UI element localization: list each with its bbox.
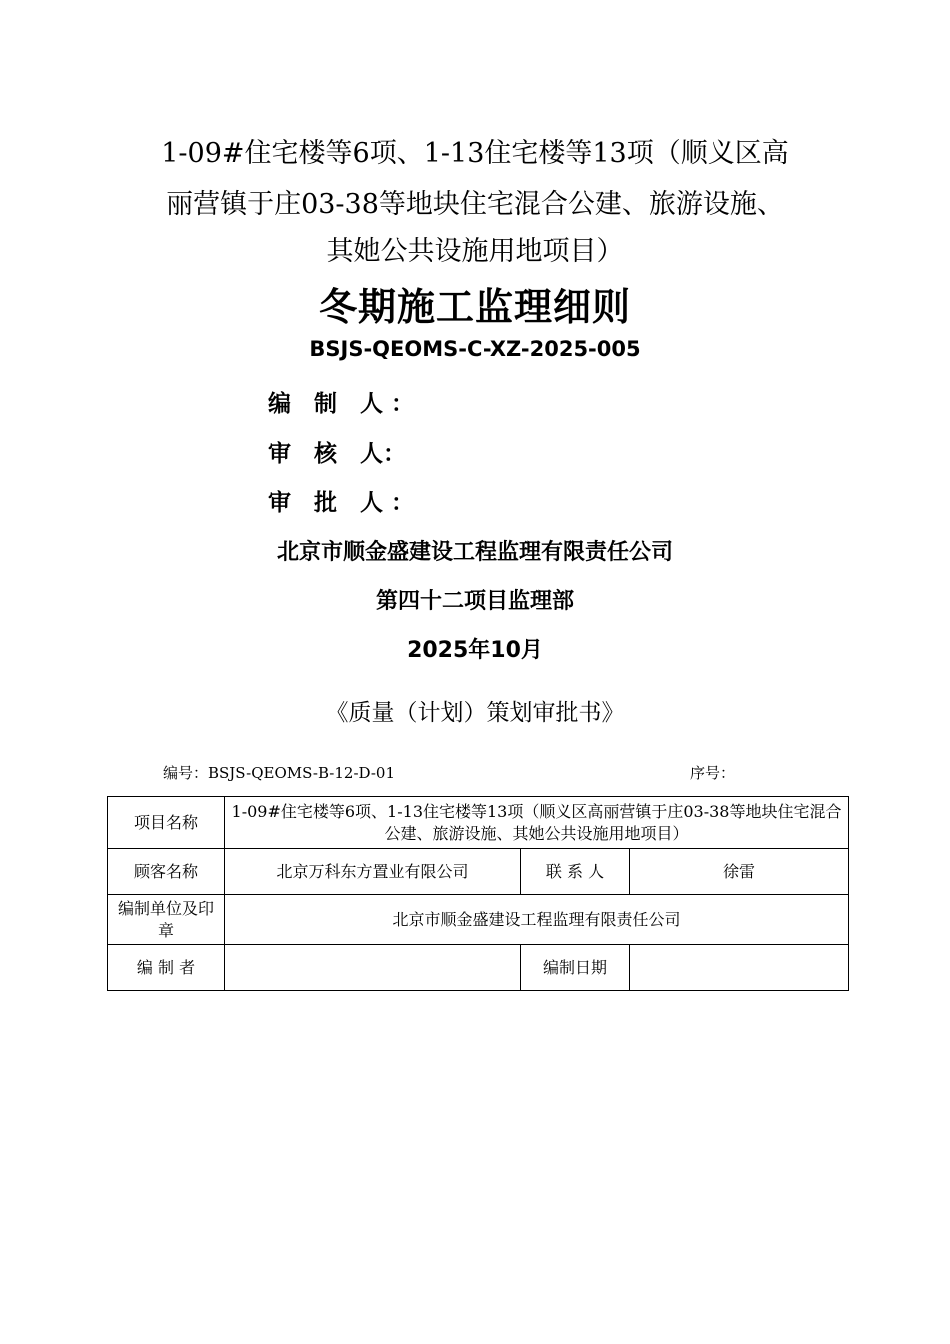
table-row [108,849,849,895]
approver-signature-label: 审 批 人 ： [268,490,415,516]
compiler-signature-label: 编 制 人 ： [268,391,415,417]
department-name: 第四十二项目监理部 [375,589,574,614]
compile-date-value [630,945,849,991]
unit-value: 北京市顺金盛建设工程监理有限责任公司 [225,895,849,945]
contact-label: 联 系 人 [521,849,630,895]
compiler-label: 编 制 者 [108,945,225,991]
form-sequence: 序号： [690,764,736,782]
project-title-line-3: 其她公共设施用地项目） [326,236,624,267]
customer-label: 顾客名称 [108,849,225,895]
compiler-value [225,945,521,991]
table-row [108,895,849,945]
company-name: 北京市顺金盛建设工程监理有限责任公司 [276,540,673,565]
customer-value: 北京万科东方置业有限公司 [225,849,521,895]
reviewer-signature-label: 审 核 人： [268,441,406,467]
table-row [108,797,849,849]
document-main-title: 冬期施工监理细则 [318,285,631,329]
document-date: 2025年10月 [407,638,543,663]
approval-table [107,796,849,991]
project-title-line-2: 丽营镇于庄03-38等地块住宅混合公建、旅游设施、 [166,189,784,220]
table-row [108,945,849,991]
project-name-value: 1-09#住宅楼等6项、1-13住宅楼等13项（顺义区高丽营镇于庄03-38等地块住宅混合公建、旅游设施、其她公共设施用地项目） [225,797,849,849]
compile-date-label: 编制日期 [521,945,630,991]
form-number: 编号：BSJS-QEOMS-B-12-D-01 [163,764,395,782]
approval-form-title: 《质量（计划）策划审批书》 [325,700,625,726]
unit-label: 编制单位及印章 [108,895,225,945]
contact-value: 徐雷 [630,849,849,895]
project-title-line-1: 1-09#住宅楼等6项、1-13住宅楼等13项（顺义区高 [161,138,789,169]
project-name-label: 项目名称 [108,797,225,849]
document-code: BSJS-QEOMS-C-XZ-2025-005 [309,337,641,361]
